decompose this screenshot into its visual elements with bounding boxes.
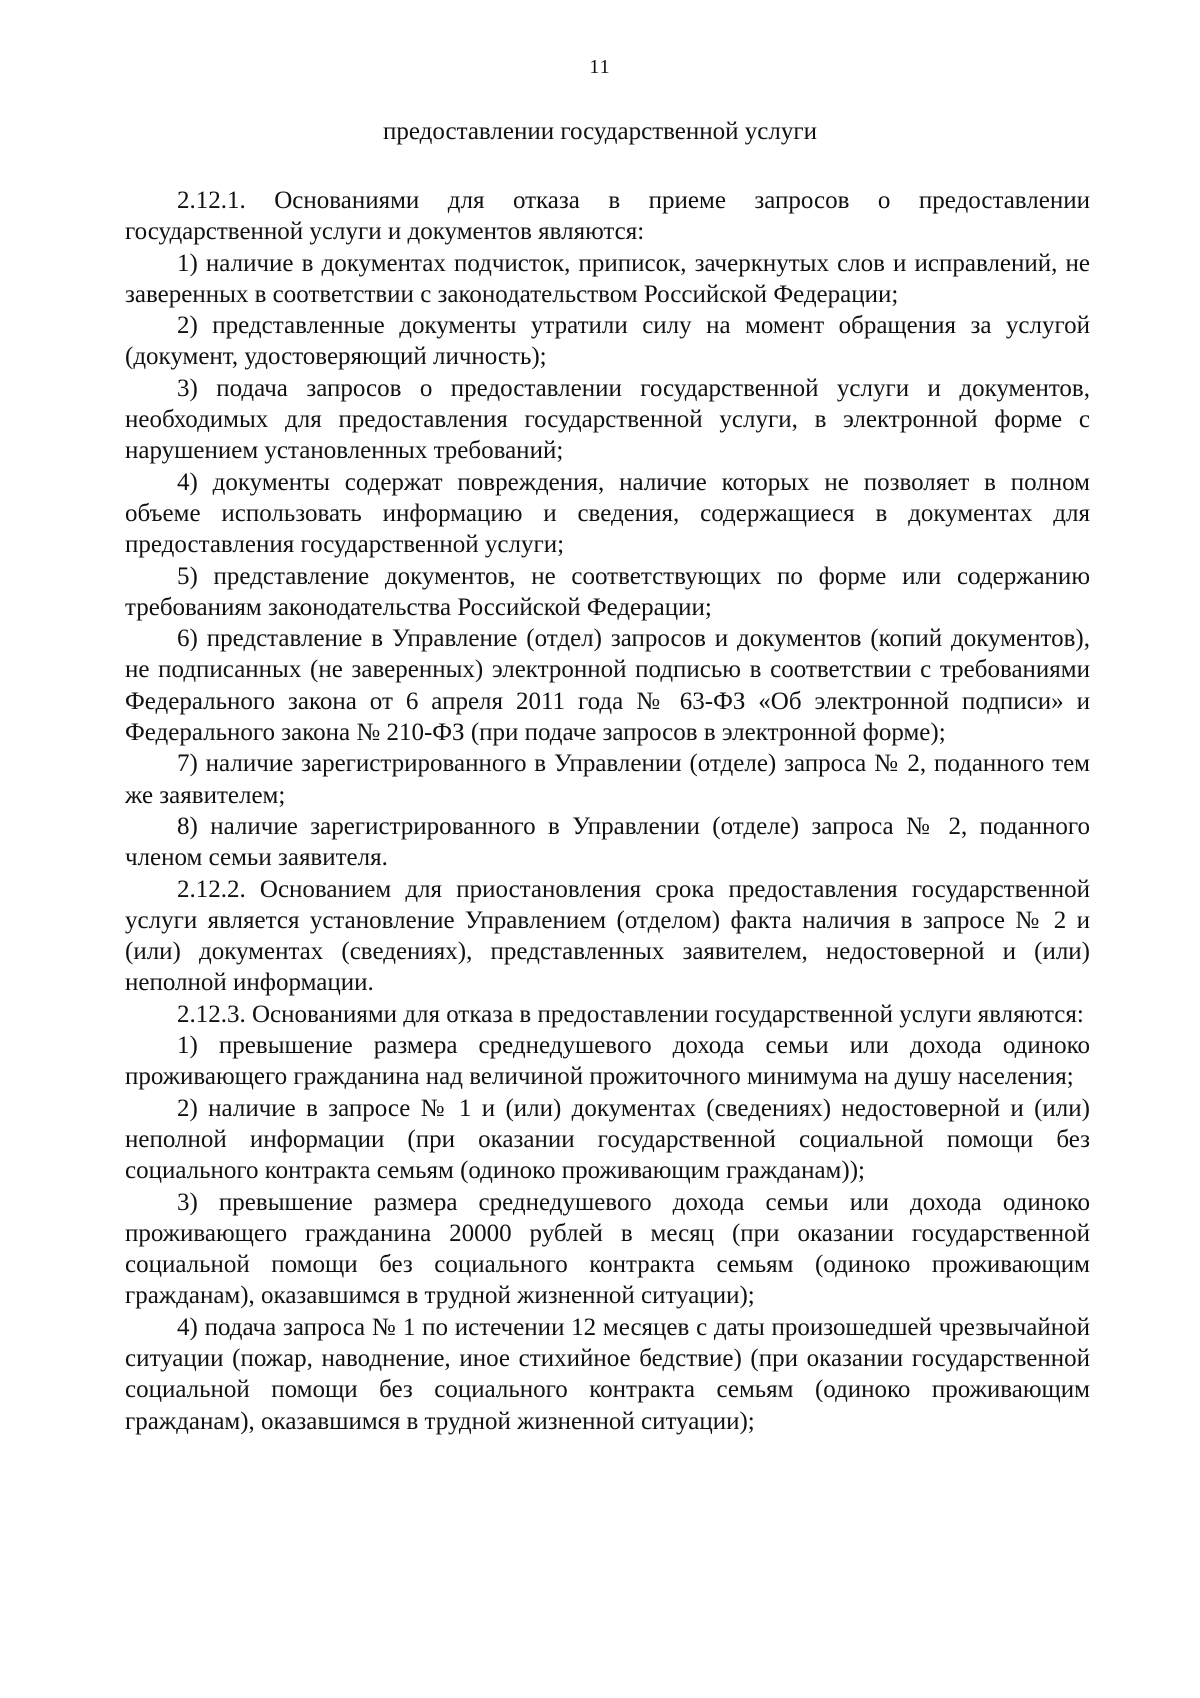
paragraph-2-12-1: 2.12.1. Основаниями для отказа в приеме запросов о предоставлении государственной услуги и документов являются: bbox=[125, 187, 1090, 246]
list-item: 3) превышение размера среднедушевого дохода семьи или дохода одиноко проживающего гражданина 20000 рублей в месяц (при оказании государственной социальной помощи без социального контракта семьям (одиноко проживающим гражданам), оказавшимся в трудной жизненной ситуации); bbox=[125, 1188, 1090, 1310]
list-item: 2) представленные документы утратили силу на момент обращения за услугой (документ, удостоверяющий личность); bbox=[125, 312, 1090, 371]
list-item: 1) наличие в документах подчисток, приписок, зачеркнутых слов и исправлений, не заверенных в соответствии с законодательством Российской Федерации; bbox=[125, 249, 1090, 308]
list-item: 8) наличие зарегистрированного в Управлении (отделе) запроса № 2, поданного членом семьи заявителя. bbox=[125, 812, 1090, 872]
section-heading: предоставлении государственной услуги bbox=[383, 118, 817, 145]
list-item: 4) документы содержат повреждения, наличие которых не позволяет в полном объеме использовать информацию и сведения, содержащиеся в документах для предоставления государственной услуги; bbox=[125, 468, 1090, 559]
paragraph-2-12-2: 2.12.2. Основанием для приостановления срока предоставления государственной услуги является установление Управлением (отделом) факта наличия в запросе № 2 и (или) документах (сведениях), представленных заявителем, недостоверной и (или) неполной информации. bbox=[125, 875, 1090, 997]
list-item: 7) наличие зарегистрированного в Управлении (отделе) запроса № 2, поданного тем же заявителем; bbox=[125, 750, 1090, 809]
list-item: 2) наличие в запросе № 1 и (или) документах (сведениях) недостоверной и (или) неполной информации (при оказании государственной социальной помощи без социального контракта семьям (одиноко проживающим гражданам)); bbox=[125, 1094, 1090, 1185]
list-item: 1) превышение размера среднедушевого дохода семьи или дохода одиноко проживающего гражданина над величиной прожиточного минимума на душу населения; bbox=[125, 1032, 1090, 1091]
paragraph-2-12-3: 2.12.3. Основаниями для отказа в предоставлении государственной услуги являются: bbox=[177, 1000, 1084, 1028]
list-item: 5) представление документов, не соответствующих по форме или содержанию требованиям законодательства Российской Федерации; bbox=[125, 562, 1090, 621]
page-number: 11 bbox=[589, 56, 611, 78]
document-body bbox=[125, 185, 1090, 1437]
list-item: 4) подача запроса № 1 по истечении 12 месяцев с даты произошедшей чрезвычайной ситуации (пожар, наводнение, иное стихийное бедствие) (при оказании государственной социальной помощи без социального контракта семьям (одиноко проживающим гражданам), оказавшимся в трудной жизненной ситуации); bbox=[125, 1313, 1090, 1435]
list-item: 6) представление в Управление (отдел) запросов и документов (копий документов), не подписанных (не заверенных) электронной подписью в соответствии с требованиями Федерального закона от 6 апреля 2011 года № 63-ФЗ «Об электронной подписи» и Федерального закона № 210-ФЗ (при подаче запросов в электронной форме); bbox=[125, 625, 1090, 747]
list-item: 3) подача запросов о предоставлении государственной услуги и документов, необходимых для предоставления государственной услуги, в электронной форме с нарушением установленных требований; bbox=[125, 374, 1090, 465]
